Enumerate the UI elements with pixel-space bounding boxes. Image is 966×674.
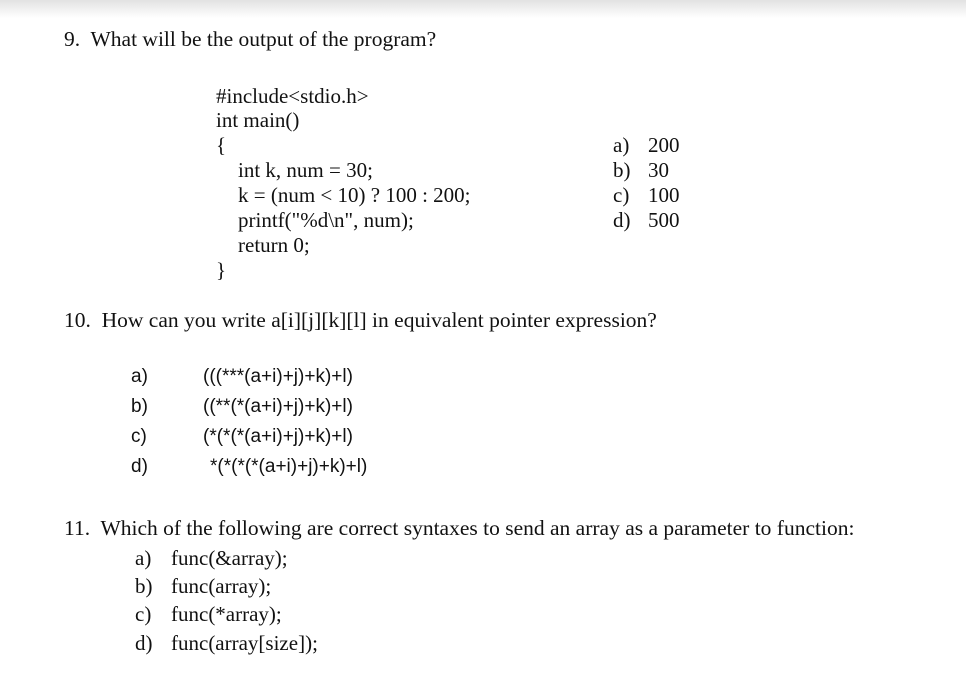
q9-option-c-letter: c): [613, 183, 630, 207]
q11-option-a-letter: a): [135, 546, 152, 570]
q9-option-c-text: 100: [648, 183, 680, 207]
code-line-close-brace: }: [216, 258, 227, 282]
q11-option-c-letter: c): [135, 602, 152, 626]
q9-option-a-letter: a): [613, 133, 630, 157]
q11-option-b-letter: b): [135, 574, 153, 598]
q11-option-d-letter: d): [135, 631, 153, 655]
q11-option-a-text: func(&array);: [171, 546, 288, 570]
code-line-return: return 0;: [238, 233, 310, 257]
code-line-main: int main(): [216, 108, 300, 132]
q9-option-b-letter: b): [613, 158, 631, 182]
q10-option-b-letter: b): [131, 396, 148, 417]
code-line-include: #include<stdio.h>: [216, 84, 369, 108]
question-11-text: 11. Which of the following are correct syntaxes to send an array as a parameter to function:: [64, 516, 855, 540]
code-line-open-brace: {: [216, 133, 227, 157]
q10-option-c-text: (*(*(*(a+i)+j)+k)+l): [203, 426, 353, 447]
question-10-text: 10. How can you write a[i][j][k][l] in equivalent pointer expression?: [64, 308, 657, 332]
q9-option-a-text: 200: [648, 133, 680, 157]
code-line-printf: printf("%d\n", num);: [238, 208, 414, 232]
code-line-decl: int k, num = 30;: [238, 158, 373, 182]
q10-option-b-text: ((**(*(a+i)+j)+k)+l): [203, 396, 353, 417]
q11-option-d-text: func(array[size]);: [171, 631, 318, 655]
q9-option-d-letter: d): [613, 208, 631, 232]
top-shadow: [0, 0, 966, 18]
q11-option-b-text: func(array);: [171, 574, 272, 598]
q11-option-c-text: func(*array);: [171, 602, 282, 626]
q9-option-d-text: 500: [648, 208, 680, 232]
q10-option-a-text: (((***(a+i)+j)+k)+l): [203, 366, 353, 387]
q9-option-b-text: 30: [648, 158, 669, 182]
question-9-text: 9. What will be the output of the program?: [64, 27, 437, 51]
q10-option-d-letter: d): [131, 456, 148, 477]
q10-option-a-letter: a): [131, 366, 148, 387]
q10-option-d-text: *(*(*(*(a+i)+j)+k)+l): [210, 456, 368, 477]
q10-option-c-letter: c): [131, 426, 147, 447]
code-line-ternary: k = (num < 10) ? 100 : 200;: [238, 183, 471, 207]
